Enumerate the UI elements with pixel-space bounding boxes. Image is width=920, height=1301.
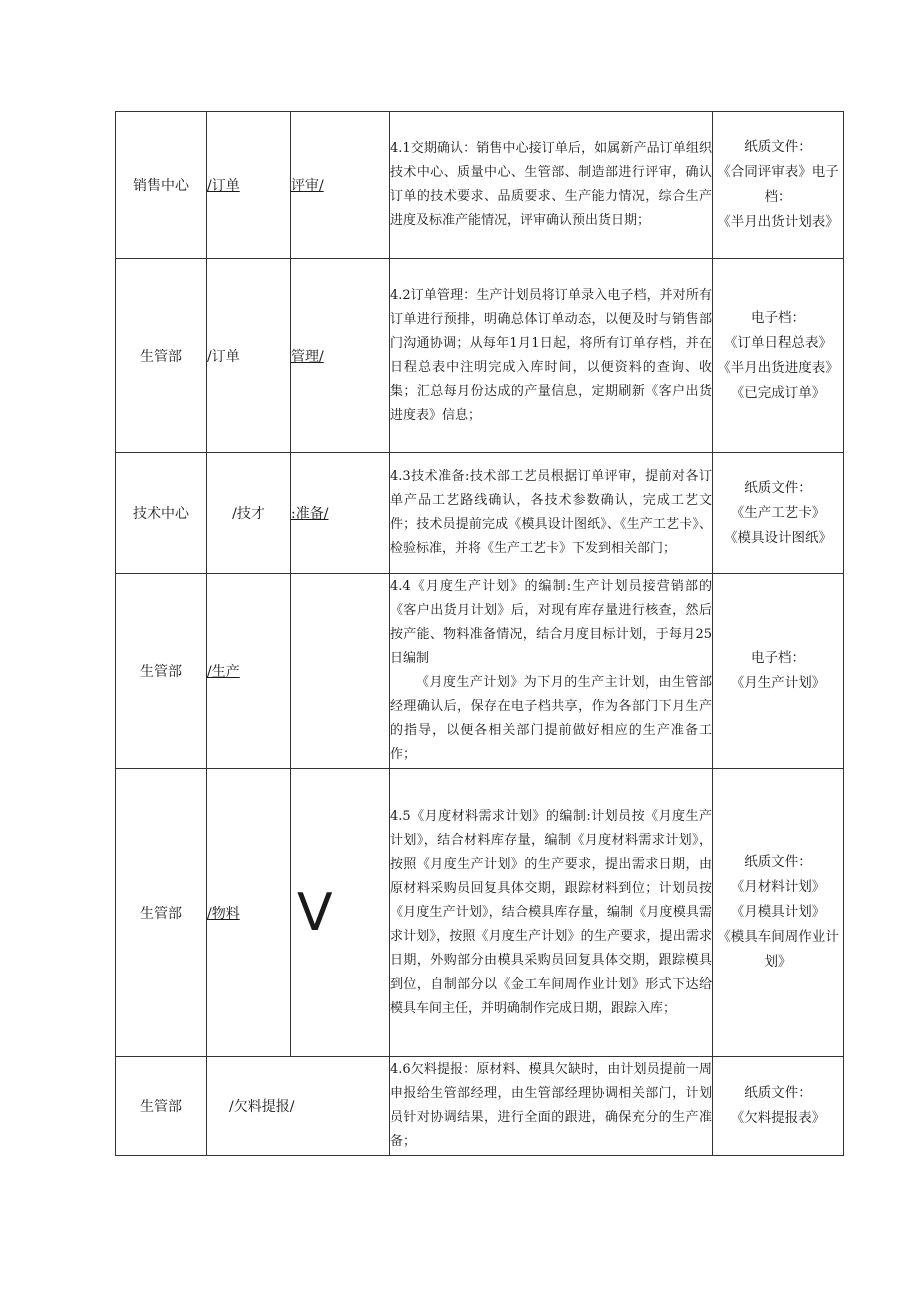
flow-step-label: /订单: [207, 178, 240, 194]
flow-step-label: :准备/: [291, 506, 329, 522]
flow-step-cell: [207, 259, 291, 453]
flow-step-cell: [291, 769, 390, 1057]
department-cell: [116, 453, 207, 574]
description-text: 4.1交期确认：销售中心接订单后，如属新产品订单组织技术中心、质量中心、生管部、制造部进行评审，确认订单的技术要求、品质要求、生产能力情况，综合生产进度及标准产能情况，评审确认预出货日期；: [390, 141, 712, 228]
description-cell: [390, 574, 713, 769]
description-cell: [390, 112, 713, 259]
flow-step-label: 管理/: [291, 348, 324, 365]
description-text: 4.2订单管理：生产计划员将订单录入电子档，并对所有订单进行预排，明确总体订单动态，以便及时与销售部门沟通协调；从每年1月1日起，将所有订单存档，并在日程总表中注明完成入库时间，以便资料的查询、收集；汇总每月份达成的产量信息，定期刷新《客户出货进度表》信息；: [390, 287, 712, 423]
document-item: 《欠料提报表》: [730, 1110, 826, 1126]
document-item: 《已完成订单》: [730, 384, 826, 401]
flow-step-label: 评审/: [291, 178, 324, 194]
department-cell: [116, 112, 207, 259]
flow-step-label: /物料: [207, 905, 240, 922]
flow-step-label: /技才: [232, 506, 265, 522]
document-item: 《月模具计划》: [730, 904, 826, 920]
flow-step-label: V: [297, 882, 333, 943]
table-row: [116, 574, 844, 769]
document-item: 纸质文件：: [744, 139, 812, 155]
table-row: [116, 453, 844, 574]
table-row: [116, 769, 844, 1057]
document-item: 《模具车间周作业计划》: [717, 929, 839, 970]
description-text: 《月度生产计划》为下月的生产主计划，由生管部经理确认后，保存在电子档共享，作为各部门下月生产的指导，以便各相关部门提前做好相应的生产准备工作；: [390, 675, 712, 762]
department-cell: [116, 769, 207, 1057]
document-item: 纸质文件：: [744, 479, 812, 496]
flow-step-cell: [207, 453, 291, 574]
documents-cell: [713, 1057, 844, 1156]
department-label: 生管部: [140, 905, 182, 922]
description-cell: [390, 1057, 713, 1156]
description-cell: [390, 453, 713, 574]
flow-step-label: /生产: [207, 664, 240, 680]
document-item: 《生产工艺卡》: [730, 504, 826, 521]
description-text: 4.4《月度生产计划》的编制:生产计划员接营销部的《客户出货月计划》后，对现有库存量进行核查，然后按产能、物料准备情况，结合月度目标计划，于每月25日编制: [390, 579, 712, 666]
document-item: 纸质文件：: [744, 854, 812, 870]
document-item: 《半月出货计划表》: [717, 214, 839, 230]
description-text: 4.3技术准备:技术部工艺员根据订单评审，提前对各订单产品工艺路线确认，各技术参数确认，完成工艺文件；技术员提前完成《模具设计图纸》、《生产工艺卡》、检验标准，并将《生产工艺卡》下发到相关部门；: [390, 469, 712, 556]
document-item: 《合同评审表》电子档：: [717, 164, 839, 205]
document-item: 电子档：: [751, 650, 805, 666]
department-cell: [116, 1057, 207, 1156]
document-item: 《月材料计划》: [730, 879, 826, 895]
flow-step-cell: [207, 112, 291, 259]
table-row: [116, 1057, 844, 1156]
procedure-table: [115, 111, 844, 1156]
description-text: 4.6欠料提报：原材料、模具欠缺时，由计划员提前一周申报给生管部经理，由生管部经理协调相关部门，计划员针对协调结果，进行全面的跟进，确保充分的生产准备；: [390, 1062, 712, 1149]
flow-step-cell: [291, 453, 390, 574]
document-item: 《模具设计图纸》: [724, 529, 832, 546]
flow-step-label: /订单: [207, 348, 240, 365]
department-cell: [116, 574, 207, 769]
flow-step-label: /欠料提报/: [229, 1099, 295, 1115]
description-cell: [390, 259, 713, 453]
description-text: 4.5《月度材料需求计划》的编制:计划员按《月度生产计划》，结合材料库存量，编制《月度材料需求计划》，按照《月度生产计划》的生产要求，提出需求日期，由原材料采购员回复具体交期，跟踪材料到位；计划员按《月度生产计划》，结合模具库存量，编制《月度模具需求计划》，按照《月度生产计划》的生产要求，提出需求日期，外购部分由模具采购员回复具体交期，跟踪模具到位，自制部分以《金工车间周作业计划》形式下达给模具车间主任，并明确制作完成日期，跟踪入库；: [390, 808, 712, 1016]
document-item: 《半月出货进度表》: [717, 359, 839, 376]
flow-step-cell: [291, 259, 390, 453]
flow-step-cell: [207, 769, 291, 1057]
department-label: 生管部: [140, 1099, 182, 1115]
department-label: 销售中心: [133, 178, 189, 194]
flow-step-cell: [207, 574, 291, 769]
department-label: 生管部: [140, 348, 182, 365]
flow-step-cell: [291, 112, 390, 259]
department-label: 生管部: [140, 664, 182, 680]
description-cell: [390, 769, 713, 1057]
document-item: 纸质文件：: [744, 1085, 812, 1101]
flow-step-cell: [291, 574, 390, 769]
documents-cell: [713, 112, 844, 259]
department-label: 技术中心: [133, 506, 189, 522]
document-item: 《月生产计划》: [730, 675, 826, 691]
department-cell: [116, 259, 207, 453]
documents-cell: [713, 574, 844, 769]
table-row: [116, 112, 844, 259]
documents-cell: [713, 259, 844, 453]
documents-cell: [713, 769, 844, 1057]
document-item: 电子档：: [751, 309, 805, 326]
flow-step-cell: [207, 1057, 390, 1156]
document-item: 《订单日程总表》: [724, 334, 832, 351]
documents-cell: [713, 453, 844, 574]
table-row: [116, 259, 844, 453]
